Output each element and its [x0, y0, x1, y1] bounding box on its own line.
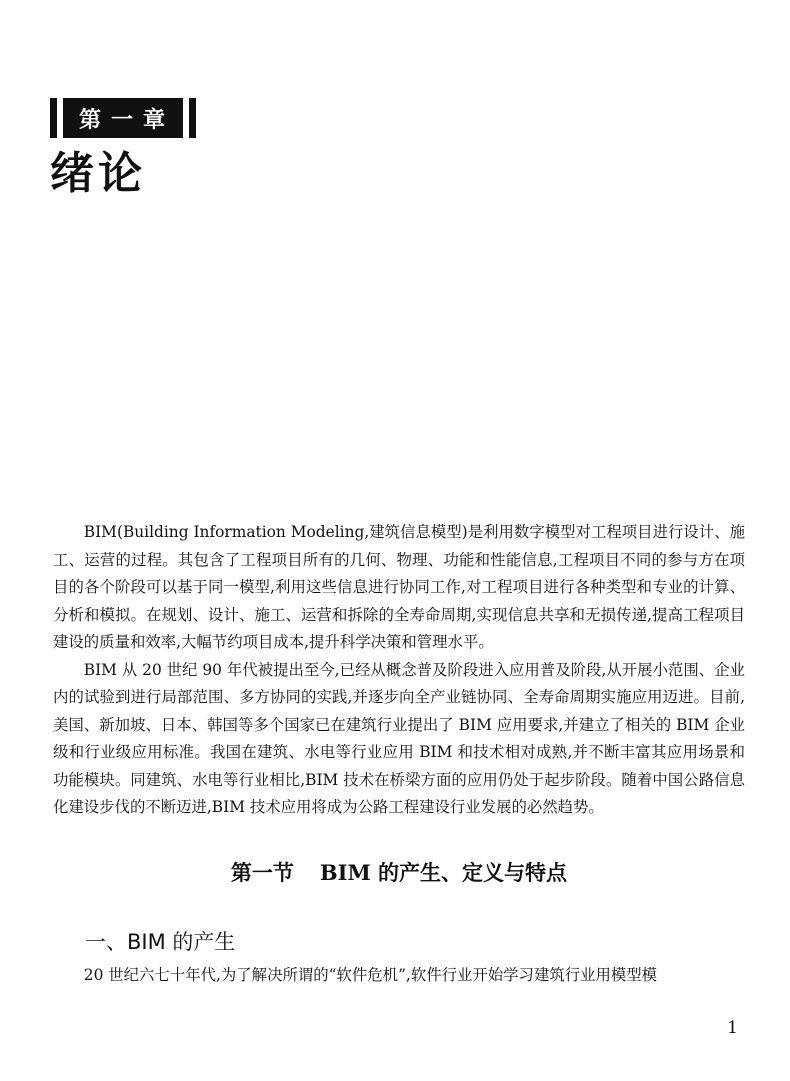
page-number: 1: [727, 1018, 738, 1038]
paragraph: BIM(Building Information Modeling,建筑信息模型)是利用数字模型对工程项目进行设计、施工、运营的过程。其包含了工程项目所有的几何、物理、功能和性能信息,工程项目不同的参与方在项目的各个阶段可以基于同一模型,利用这些信息进行协同工作,对工程项目进行各种类型和专业的计算、分析和模拟。在规划、设计、施工、运营和拆除的全寿命周期,实现信息共享和无损传递,提高工程项目建设的质量和效率,大幅节约项目成本,提升科学决策和管理水平。: [53, 523, 745, 651]
section-number: 第一节: [230, 860, 294, 885]
intro-text: [53, 519, 745, 822]
paragraph: BIM 从 20 世纪 90 年代被提出至今,已经从概念普及阶段进入应用普及阶段,从开展小范围、企业内的试验到进行局部范围、多方协同的实践,并逐步向全产业链协同、全寿命周期实施应用迈进。目前,美国、新加坡、日本、韩国等多个国家已在建筑行业提出了 BIM 应用要求,并建立了相关的 BIM 企业级和行业级应用标准。我国在建筑、水电等行业应用 BIM 和技术相对成熟,并不断丰富其应用场景和功能模块。同建筑、水电等行业相比,BIM 技术在桥梁方面的应用仍处于起步阶段。随着中国公路信息化建设步伐的不断迈进,BIM 技术应用将成为公路工程建设行业发展的必然趋势。: [53, 660, 745, 816]
section-title: BIM 的产生、定义与特点: [319, 860, 568, 885]
chapter-title: 绪论: [50, 148, 146, 199]
badge-left-bar: [50, 98, 57, 138]
section-body-text: [53, 962, 745, 990]
badge-right-bar: [189, 98, 196, 138]
chapter-badge: [50, 98, 196, 138]
chapter-number-label: 第一章: [63, 98, 183, 138]
section-heading: [53, 858, 745, 888]
subsection-heading: 一、BIM 的产生: [85, 930, 236, 954]
paragraph: 20 世纪六七十年代,为了解决所谓的“软件危机”,软件行业开始学习建筑行业用模型模: [83, 966, 658, 984]
